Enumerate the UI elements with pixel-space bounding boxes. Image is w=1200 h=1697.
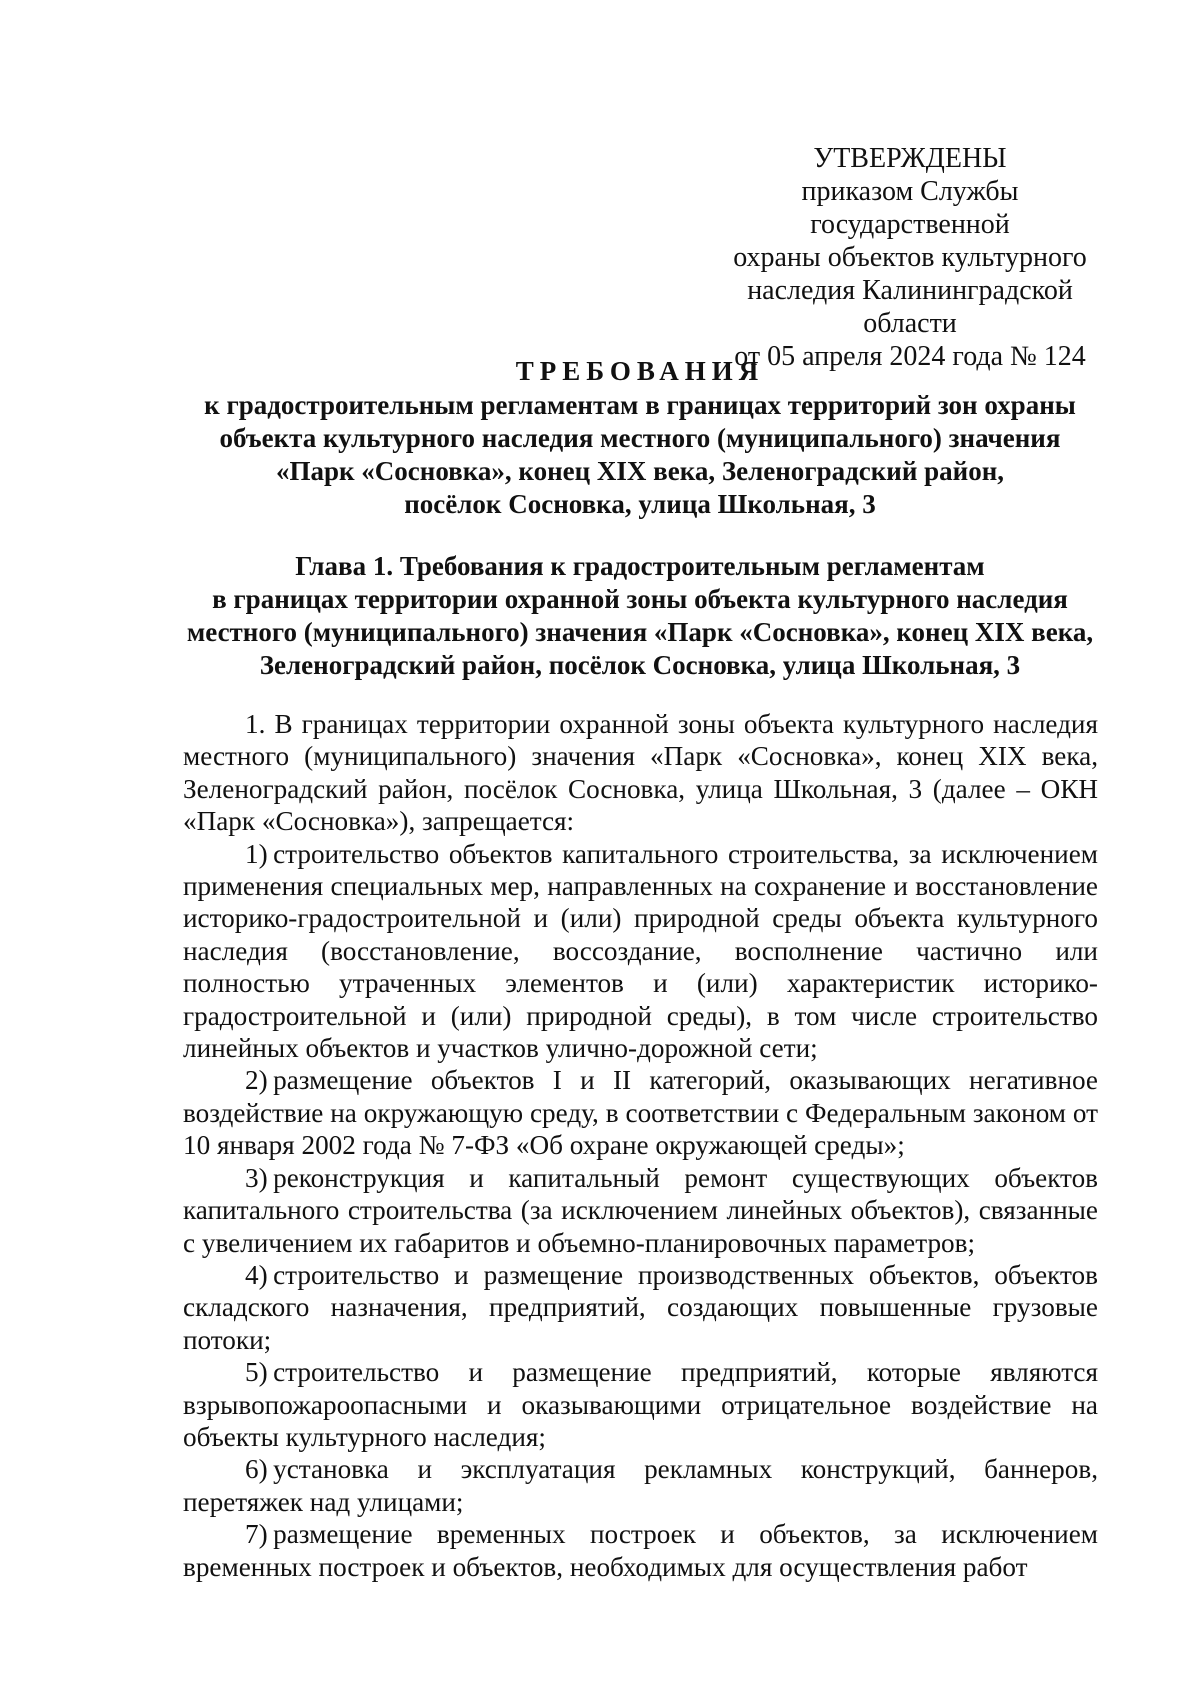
list-item-text: строительство объектов капитального строительства, за исключением применения специальных мер, направленных на сохранение и восстановление историко-градостроительной и (или) природной среды объекта культурного наследия (восстановление, воссоздание, восполнение частично или полностью утраченных элементов и (или) характеристик историко-градостроительной и (или) природной среды), в том числе строительство линейных объектов и участков улично-дорожной сети;	[183, 838, 1098, 1064]
document-title	[180, 355, 1100, 521]
document-title-line: посёлок Сосновка, улица Школьная, 3	[404, 489, 876, 519]
document-title-line: «Парк «Сосновка», конец XIX века, Зеленоградский район,	[275, 456, 1005, 486]
chapter-heading-line: в границах территории охранной зоны объекта культурного наследия	[212, 584, 1068, 614]
list-item-number: 7)	[245, 1519, 274, 1550]
approval-line: приказом Службы государственной	[801, 176, 1019, 240]
list-item-text: установка и эксплуатация рекламных конструкций, баннеров, перетяжек над улицами;	[183, 1454, 1098, 1517]
approval-line: охраны объектов культурного	[733, 242, 1087, 273]
document-title-line: к градостроительным регламентам в границах территорий зон охраны	[204, 390, 1076, 420]
approval-stamp-block	[700, 142, 1120, 373]
chapter-heading	[180, 550, 1100, 682]
approval-title: УТВЕРЖДЕНЫ	[813, 143, 1007, 174]
list-item-text: размещение объектов I и II категорий, оказывающих негативное воздействие на окружающую среду, в соответствии с Федеральным законом от 10 января 2002 года № 7-ФЗ «Об охране окружающей среды»;	[183, 1065, 1098, 1161]
document-heading: ТРЕБОВАНИЯ	[515, 356, 765, 386]
chapter-heading-line: Глава 1. Требования к градостроительным регламентам	[295, 551, 985, 581]
list-item	[183, 1064, 1098, 1161]
chapter-heading-line: Зеленоградский район, посёлок Сосновка, улица Школьная, 3	[259, 650, 1021, 680]
list-item-number: 4)	[245, 1259, 274, 1290]
list-item-text: строительство и размещение предприятий, которые являются взрывопожароопасными и оказывающими отрицательное воздействие на объекты культурного наследия;	[183, 1357, 1098, 1452]
list-item-text: размещение временных построек и объектов, за исключением временных построек и объектов, необходимых для осуществления работ	[183, 1519, 1098, 1582]
approval-line: наследия Калининградской области	[747, 275, 1073, 339]
list-item-number: 6)	[245, 1454, 274, 1485]
list-item	[183, 838, 1098, 1065]
list-item-text: строительство и размещение производственных объектов, объектов складского назначения, предприятий, создающих повышенные грузовые потоки;	[183, 1259, 1098, 1355]
intro-paragraph: 1. В границах территории охранной зоны объекта культурного наследия местного (муниципального) значения «Парк «Сосновка», конец XIX века, Зеленоградский район, посёлок Сосновка, улица Школьная, 3 (далее – ОКН «Парк «Сосновка»), запрещается:	[183, 709, 1098, 837]
approval-line: от 05 апреля 2024 года № 124	[734, 341, 1086, 372]
list-item	[183, 1259, 1098, 1356]
list-item	[183, 1356, 1098, 1453]
list-item	[183, 1453, 1098, 1518]
list-item-text: реконструкция и капитальный ремонт существующих объектов капитального строительства (за исключением линейных объектов), связанные с увеличением их габаритов и объемно-планировочных параметров;	[183, 1162, 1098, 1258]
list-item-number: 3)	[245, 1162, 274, 1193]
list-item	[183, 1518, 1098, 1583]
document-title-line: объекта культурного наследия местного (муниципального) значения	[219, 423, 1061, 453]
list-item-number: 1)	[245, 838, 274, 869]
body-text	[183, 708, 1098, 1583]
list-item-number: 2)	[245, 1065, 274, 1096]
list-item-number: 5)	[245, 1357, 274, 1388]
list-item	[183, 1162, 1098, 1259]
chapter-heading-line: местного (муниципального) значения «Парк «Сосновка», конец XIX века,	[186, 617, 1094, 647]
